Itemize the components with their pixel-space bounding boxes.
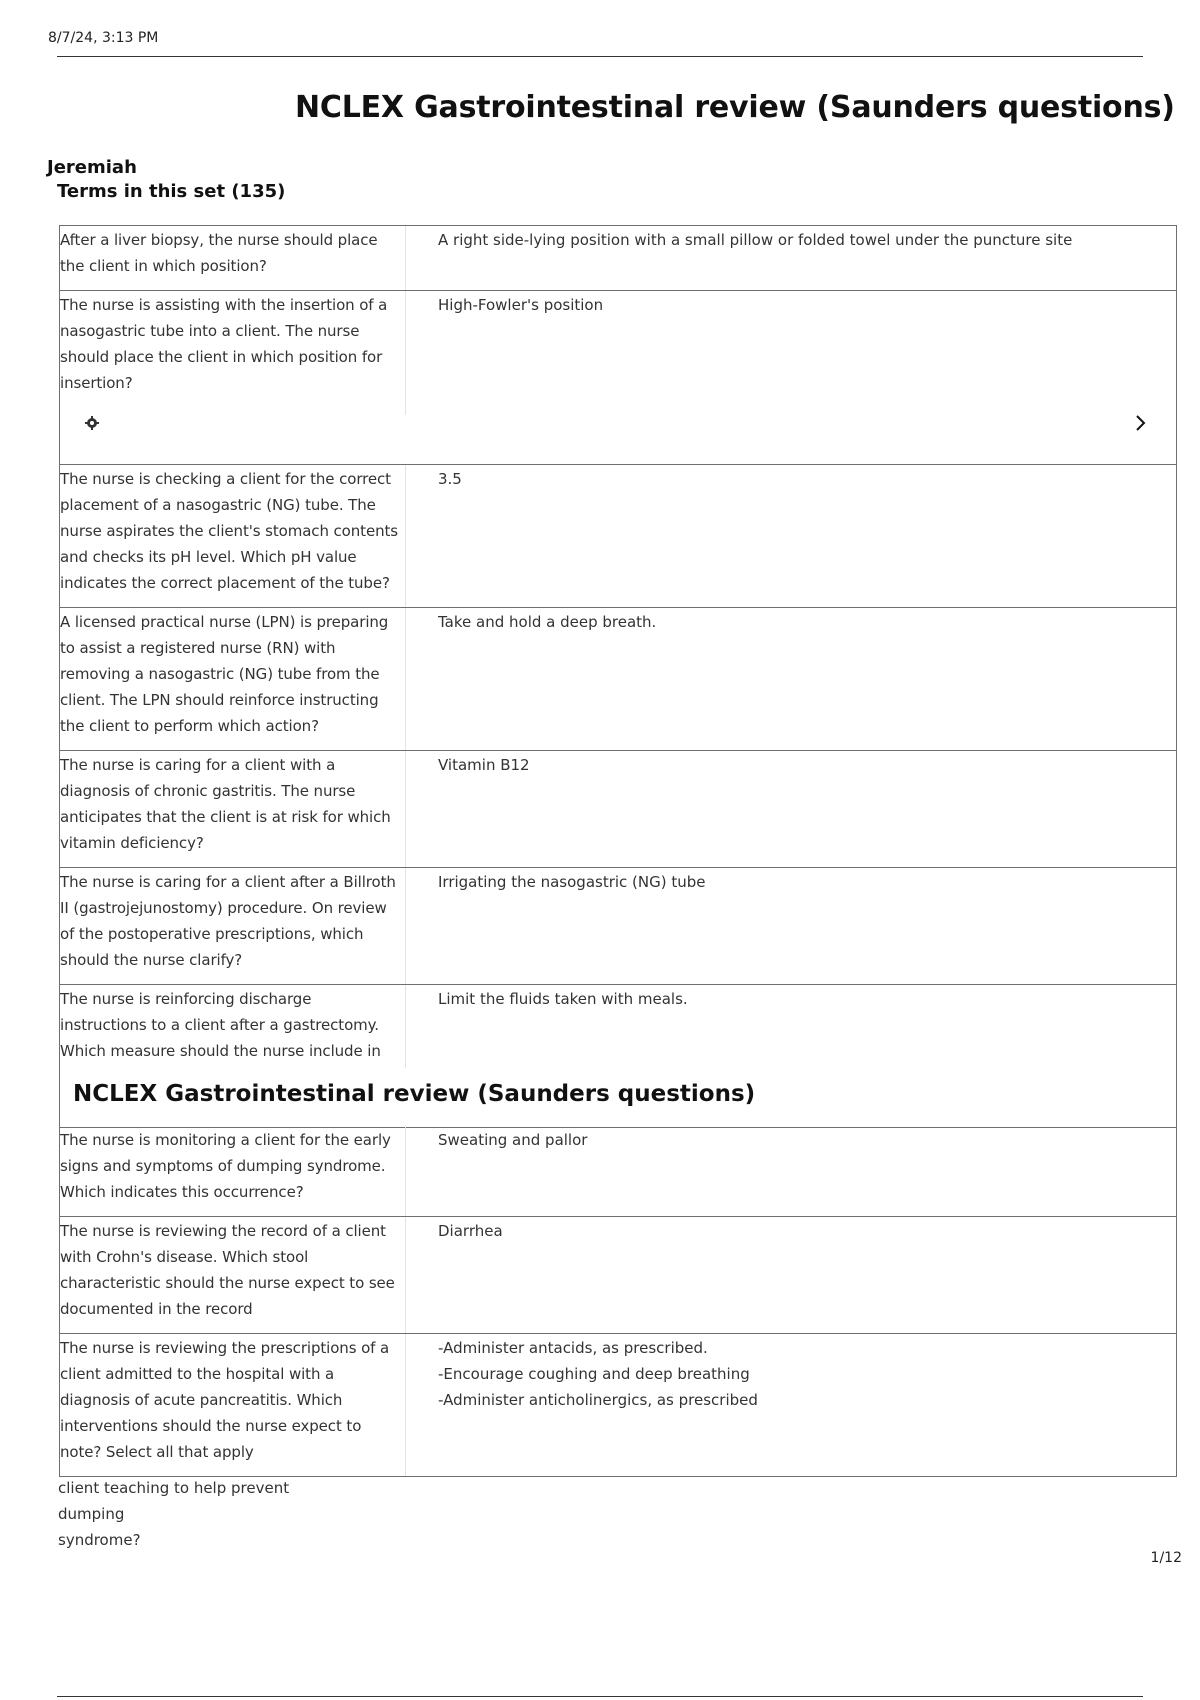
- term-text: The nurse is assisting with the insertion of a nasogastric tube into a client. The nurse should place the client in which position for insertion?: [60, 291, 406, 415]
- print-timestamp: 8/7/24, 3:13 PM: [48, 30, 159, 46]
- flashcard-row[interactable]: [60, 1126, 1176, 1217]
- flashcard-row[interactable]: [60, 608, 1176, 751]
- term-text: The nurse is caring for a client with a diagnosis of chronic gastritis. The nurse anticipates that the client is at risk for which vitamin deficiency?: [60, 751, 406, 867]
- card-actions: [60, 413, 1176, 437]
- definition-text: 3.5: [438, 470, 462, 488]
- definition-text: Vitamin B12: [438, 756, 530, 774]
- section-title: NCLEX Gastrointestinal review (Saunders questions): [73, 1081, 756, 1107]
- page-title: NCLEX Gastrointestinal review (Saunders questions): [295, 90, 1175, 125]
- flashcard-row[interactable]: [60, 868, 1176, 985]
- definition-text: Diarrhea: [438, 1222, 503, 1240]
- terms-count-heading: Terms in this set (135): [57, 181, 286, 202]
- flashcard-row[interactable]: [60, 1334, 1176, 1477]
- flashcard-row[interactable]: [60, 751, 1176, 868]
- flashcard-row[interactable]: [60, 465, 1176, 608]
- flashcard-table-2: [59, 1126, 1177, 1477]
- definition-text: -Administer antacids, as prescribed. -Encourage coughing and deep breathing -Administer anticholinergics, as prescribed: [438, 1339, 758, 1409]
- term-text: The nurse is reviewing the record of a client with Crohn's disease. Which stool characteristic should the nurse expect to see documented in the record: [60, 1217, 406, 1333]
- definition-text: A right side-lying position with a small pillow or folded towel under the puncture site: [438, 231, 1073, 249]
- flashcard-row[interactable]: [60, 1217, 1176, 1334]
- term-overflow-text: client teaching to help prevent dumping syndrome?: [58, 1479, 290, 1549]
- definition-text: Irrigating the nasogastric (NG) tube: [438, 873, 706, 891]
- term-text: The nurse is reviewing the prescriptions of a client admitted to the hospital with a diagnosis of acute pancreatitis. Which interventions should the nurse expect to note? Select all that apply: [60, 1334, 406, 1476]
- definition-text: Limit the fluids taken with meals.: [438, 990, 688, 1008]
- term-text: After a liver biopsy, the nurse should place the client in which position?: [60, 226, 406, 290]
- top-divider: [57, 56, 1143, 57]
- term-text: The nurse is checking a client for the correct placement of a nasogastric (NG) tube. The nurse aspirates the client's stomach contents and checks its pH level. Which pH value indicates the correct placement of the tube?: [60, 465, 406, 607]
- flashcard-row[interactable]: [60, 226, 1176, 291]
- bottom-divider: [57, 1696, 1143, 1697]
- gear-icon[interactable]: [85, 416, 99, 430]
- definition-text: High-Fowler's position: [438, 296, 604, 314]
- term-text: The nurse is monitoring a client for the early signs and symptoms of dumping syndrome. Which indicates this occurrence?: [60, 1126, 406, 1216]
- chevron-right-icon[interactable]: [1134, 413, 1148, 433]
- author-name[interactable]: Jeremiah: [47, 157, 137, 178]
- term-text: The nurse is caring for a client after a Billroth II (gastrojejunostomy) procedure. On review of the postoperative prescriptions, which should the nurse clarify?: [60, 868, 406, 984]
- term-text: A licensed practical nurse (LPN) is preparing to assist a registered nurse (RN) with removing a nasogastric (NG) tube from the client. The LPN should reinforce instructing the client to perform which action?: [60, 608, 406, 750]
- term-text: The nurse is reinforcing discharge instructions to a client after a gastrectomy. Which measure should the nurse include in: [60, 985, 406, 1068]
- definition-text: Take and hold a deep breath.: [438, 613, 657, 631]
- flashcard-table-1: [59, 225, 1177, 1128]
- definition-text: Sweating and pallor: [438, 1131, 588, 1149]
- page-number: 1/12: [1150, 1550, 1182, 1566]
- flashcard-row[interactable]: [60, 291, 1176, 465]
